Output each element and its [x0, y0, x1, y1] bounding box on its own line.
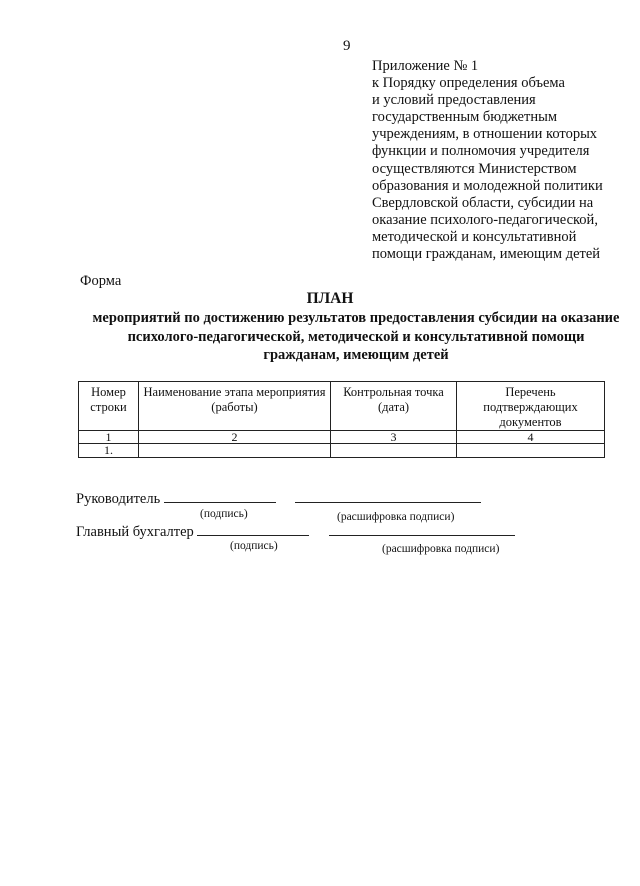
appendix-line: Свердловской области, субсидии на	[372, 194, 594, 211]
head-decoding-hint: (расшифровка подписи)	[337, 511, 455, 523]
appendix-line: к Порядку определения объема	[372, 75, 565, 92]
appendix-line: функции и полномочия учредителя	[372, 143, 590, 160]
plan-table	[78, 381, 605, 458]
appendix-line: и условий предоставления	[372, 92, 536, 109]
accountant-label: Главный бухгалтер	[76, 524, 194, 540]
accountant-signature-line	[76, 521, 515, 541]
appendix-line: оказание психолого-педагогической,	[372, 211, 598, 228]
column-number-row	[79, 431, 605, 444]
appendix-line: образования и молодежной политики	[372, 177, 603, 194]
head-label: Руководитель	[76, 491, 161, 507]
form-label: Форма	[80, 273, 122, 289]
table-cell	[457, 444, 605, 458]
appendix-line: Приложение № 1	[372, 58, 479, 74]
column-number: 1	[79, 431, 139, 444]
subtitle-line: мероприятий по достижению результатов предоставления субсидии на оказание	[92, 310, 620, 326]
accountant-decoding-blank	[329, 521, 515, 536]
column-number: 4	[457, 431, 605, 444]
subtitle-line: психолого-педагогической, методической и консультативной помощи	[127, 328, 585, 345]
accountant-decoding-hint: (расшифровка подписи)	[382, 543, 500, 555]
accountant-signature-hint: (подпись)	[230, 540, 278, 552]
header-cell: Перечень подтверждающих документов	[457, 382, 605, 431]
document-title: ПЛАН	[306, 290, 354, 307]
title-block	[60, 289, 620, 365]
appendix-line: методической и консультативной	[372, 228, 577, 245]
head-signature-line	[76, 488, 481, 508]
column-number: 2	[139, 431, 331, 444]
accountant-signature-blank	[197, 521, 309, 536]
appendix-line: государственным бюджетным	[372, 109, 558, 126]
head-signature-hint: (подпись)	[200, 508, 248, 520]
table-cell	[331, 444, 457, 458]
table-header-row	[79, 382, 605, 431]
header-cell: Контрольная точка (дата)	[331, 382, 457, 431]
header-cell: Номер строки	[79, 382, 139, 431]
table-row	[79, 444, 605, 458]
head-decoding-blank	[295, 488, 481, 503]
appendix-block	[372, 58, 622, 263]
column-number: 3	[331, 431, 457, 444]
head-signature-blank	[164, 488, 276, 503]
page-number: 9	[343, 38, 351, 54]
table-cell: 1.	[79, 444, 139, 458]
document-subtitle	[86, 309, 626, 365]
table-cell	[139, 444, 331, 458]
subtitle-line: гражданам, имеющим детей	[263, 347, 449, 363]
appendix-line: учреждениям, в отношении которых	[372, 126, 598, 143]
header-cell: Наименование этапа мероприятия (работы)	[139, 382, 331, 431]
appendix-line: помощи гражданам, имеющим детей	[372, 246, 601, 263]
appendix-line: осуществляются Министерством	[372, 160, 577, 177]
